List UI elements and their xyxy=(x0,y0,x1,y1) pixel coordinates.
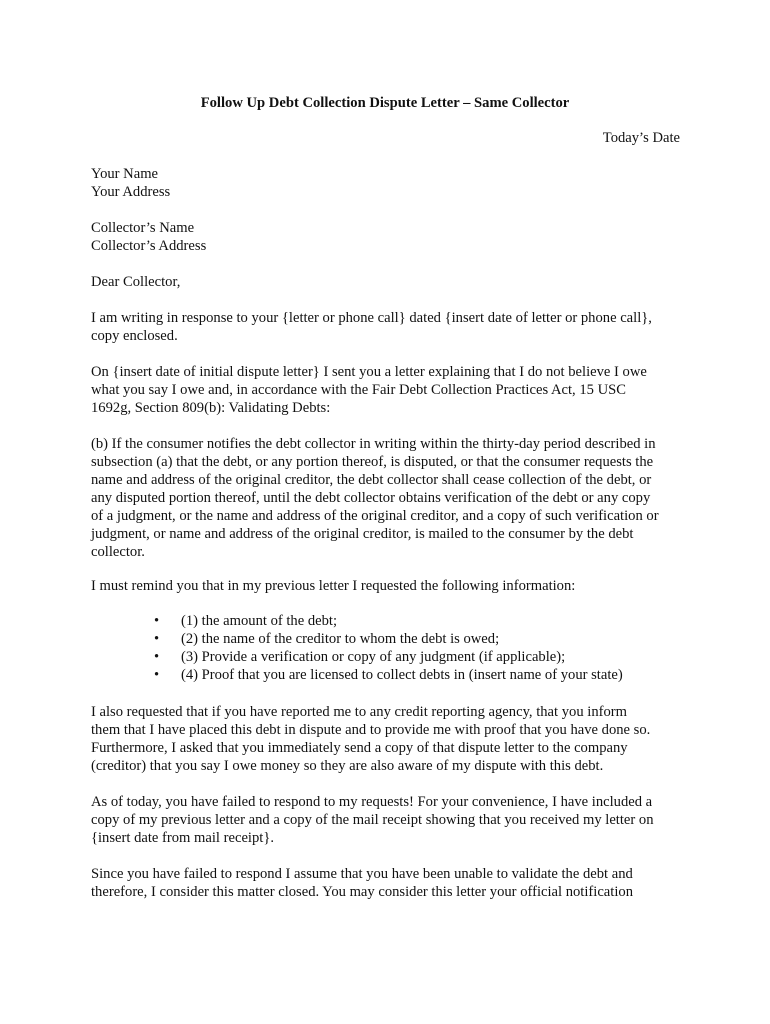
paragraph-credit-reporting xyxy=(91,703,691,775)
paragraph-line: therefore, I consider this matter closed. You may consider this letter your official notification xyxy=(91,884,633,900)
paragraph-initial-dispute xyxy=(91,363,691,417)
paragraph-line: As of today, you have failed to respond to my requests! For your convenience, I have included a xyxy=(91,794,653,810)
paragraph-line: any disputed portion thereof, until the debt collector obtains verification of the debt or any copy xyxy=(91,490,651,506)
paragraph-line: I must remind you that in my previous letter I requested the following information: xyxy=(91,578,576,594)
letter-date: Today’s Date xyxy=(602,130,680,146)
requested-info-list xyxy=(152,612,623,684)
salutation-text: Dear Collector, xyxy=(91,274,181,290)
recipient-block xyxy=(91,219,691,255)
paragraph-reminder xyxy=(91,577,691,595)
sender-block xyxy=(91,165,691,201)
paragraph-closing xyxy=(91,865,691,901)
recipient-address: Collector’s Address xyxy=(91,238,207,254)
list-item: • (1) the amount of the debt; xyxy=(154,613,338,629)
salutation xyxy=(91,273,691,291)
paragraph-failed-to-respond xyxy=(91,793,691,847)
list-item: • (3) Provide a verification or copy of any judgment (if applicable); xyxy=(154,649,566,665)
paragraph-line: of a judgment, or the name and address of the original creditor, and a copy of such verification or xyxy=(91,508,659,524)
paragraph-response xyxy=(91,309,691,345)
paragraph-line: name and address of the original creditor, the debt collector shall cease collection of the debt, or xyxy=(91,472,652,488)
paragraph-line: Furthermore, I asked that you immediately send a copy of that dispute letter to the company xyxy=(91,740,628,756)
paragraph-line: I also requested that if you have reported me to any credit reporting agency, that you inform xyxy=(91,704,627,720)
bullet-icon: • xyxy=(154,613,160,629)
bullet-icon: • xyxy=(154,667,160,683)
paragraph-statute-quote xyxy=(91,435,691,561)
paragraph-line: (creditor) that you say I owe money so they are also aware of my dispute with this debt. xyxy=(91,758,604,774)
paragraph-line: what you say I owe and, in accordance with the Fair Debt Collection Practices Act, 15 USC xyxy=(91,382,626,398)
paragraph-line: copy enclosed. xyxy=(91,328,178,344)
paragraph-line: (b) If the consumer notifies the debt collector in writing within the thirty-day period described in xyxy=(91,436,656,452)
paragraph-line: them that I have placed this debt in dispute and to provide me with proof that you have done so. xyxy=(91,722,651,738)
list-item: • (2) the name of the creditor to whom the debt is owed; xyxy=(154,631,500,647)
paragraph-line: I am writing in response to your {letter or phone call} dated {insert date of letter or phone call}, xyxy=(91,310,652,326)
paragraph-line: On {insert date of initial dispute letter} I sent you a letter explaining that I do not believe I owe xyxy=(91,364,647,380)
letter-title: Follow Up Debt Collection Dispute Letter – Same Collector xyxy=(200,95,570,111)
bullet-icon: • xyxy=(154,631,160,647)
paragraph-line: copy of my previous letter and a copy of the mail receipt showing that you received my letter on xyxy=(91,812,654,828)
recipient-name: Collector’s Name xyxy=(91,220,195,236)
paragraph-line: 1692g, Section 809(b): Validating Debts: xyxy=(91,400,331,416)
paragraph-line: judgment, or name and address of the original creditor, is mailed to the consumer by the debt xyxy=(91,526,634,542)
bullet-icon: • xyxy=(154,649,160,665)
sender-name: Your Name xyxy=(91,166,159,182)
sender-address: Your Address xyxy=(91,184,171,200)
paragraph-line: {insert date from mail receipt}. xyxy=(91,830,274,846)
paragraph-line: subsection (a) that the debt, or any portion thereof, is disputed, or that the consumer requests the xyxy=(91,454,654,470)
paragraph-line: collector. xyxy=(91,544,145,560)
paragraph-line: Since you have failed to respond I assume that you have been unable to validate the debt and xyxy=(91,866,633,882)
list-item: • (4) Proof that you are licensed to collect debts in (insert name of your state) xyxy=(154,667,623,683)
